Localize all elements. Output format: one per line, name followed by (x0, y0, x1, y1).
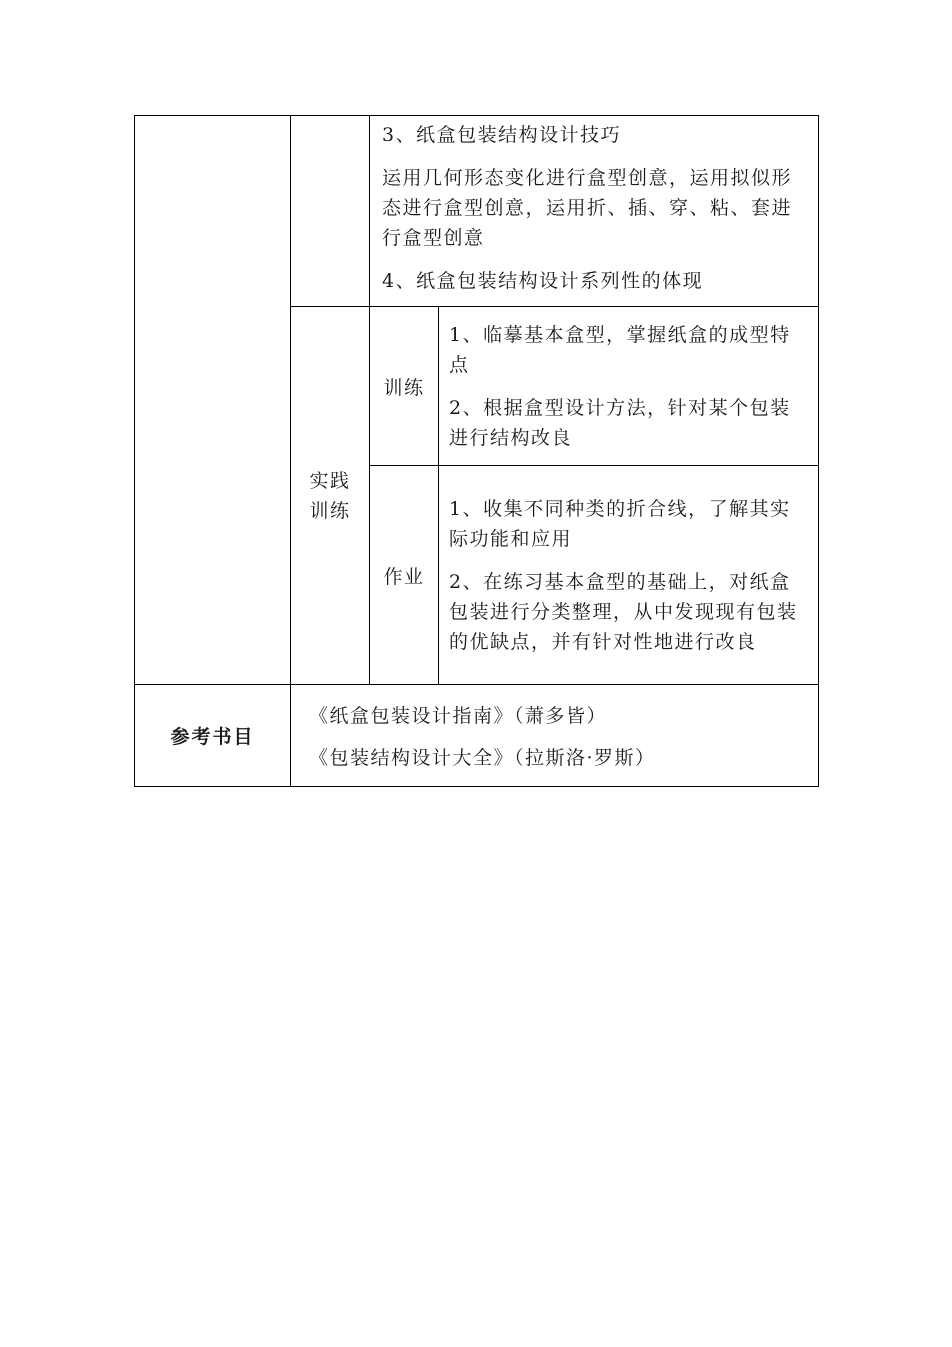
item3-title: 3、纸盒包装结构设计技巧 (382, 124, 622, 146)
practice-label-line1: 实践 (309, 469, 351, 492)
training-label: 训练 (383, 376, 425, 399)
item3-body: 运用几何形态变化进行盒型创意，运用拟似形态进行盒型创意，运用折、插、穿、粘、套进行盒型创意 (382, 167, 793, 249)
training-item-1: 1、临摹基本盒型，掌握纸盒的成型特点 (449, 323, 791, 376)
homework-content-cell (439, 466, 819, 685)
homework-item-1: 1、收集不同种类的折合线，了解其实际功能和应用 (449, 497, 791, 550)
homework-item-2: 2、在练习基本盒型的基础上，对纸盒包装进行分类整理，从中发现现有包装的优缺点，并有针对性地进行改良 (449, 570, 798, 653)
references-label: 参考书目 (170, 726, 255, 748)
practice-label-cell (291, 307, 370, 685)
practice-label-line2: 训练 (309, 499, 351, 522)
training-label-cell (370, 307, 439, 466)
course-table (134, 115, 819, 787)
references-label-cell (135, 685, 291, 787)
reference-book-1: 《纸盒包装设计指南》（萧多皆） (309, 704, 608, 727)
left-empty-cell (135, 116, 291, 685)
homework-label: 作业 (383, 565, 425, 588)
training-content-cell (439, 307, 819, 466)
references-row (135, 685, 819, 787)
item4-title: 4、纸盒包装结构设计系列性的体现 (382, 270, 704, 292)
homework-label-cell (370, 466, 439, 685)
methods-content-cell (370, 116, 819, 307)
methods-row (135, 116, 819, 307)
references-content-cell (291, 685, 819, 787)
sub-empty-cell (291, 116, 370, 307)
training-item-2: 2、根据盒型设计方法，针对某个包装进行结构改良 (449, 396, 791, 449)
reference-book-2: 《包装结构设计大全》（拉斯洛·罗斯） (309, 746, 656, 769)
